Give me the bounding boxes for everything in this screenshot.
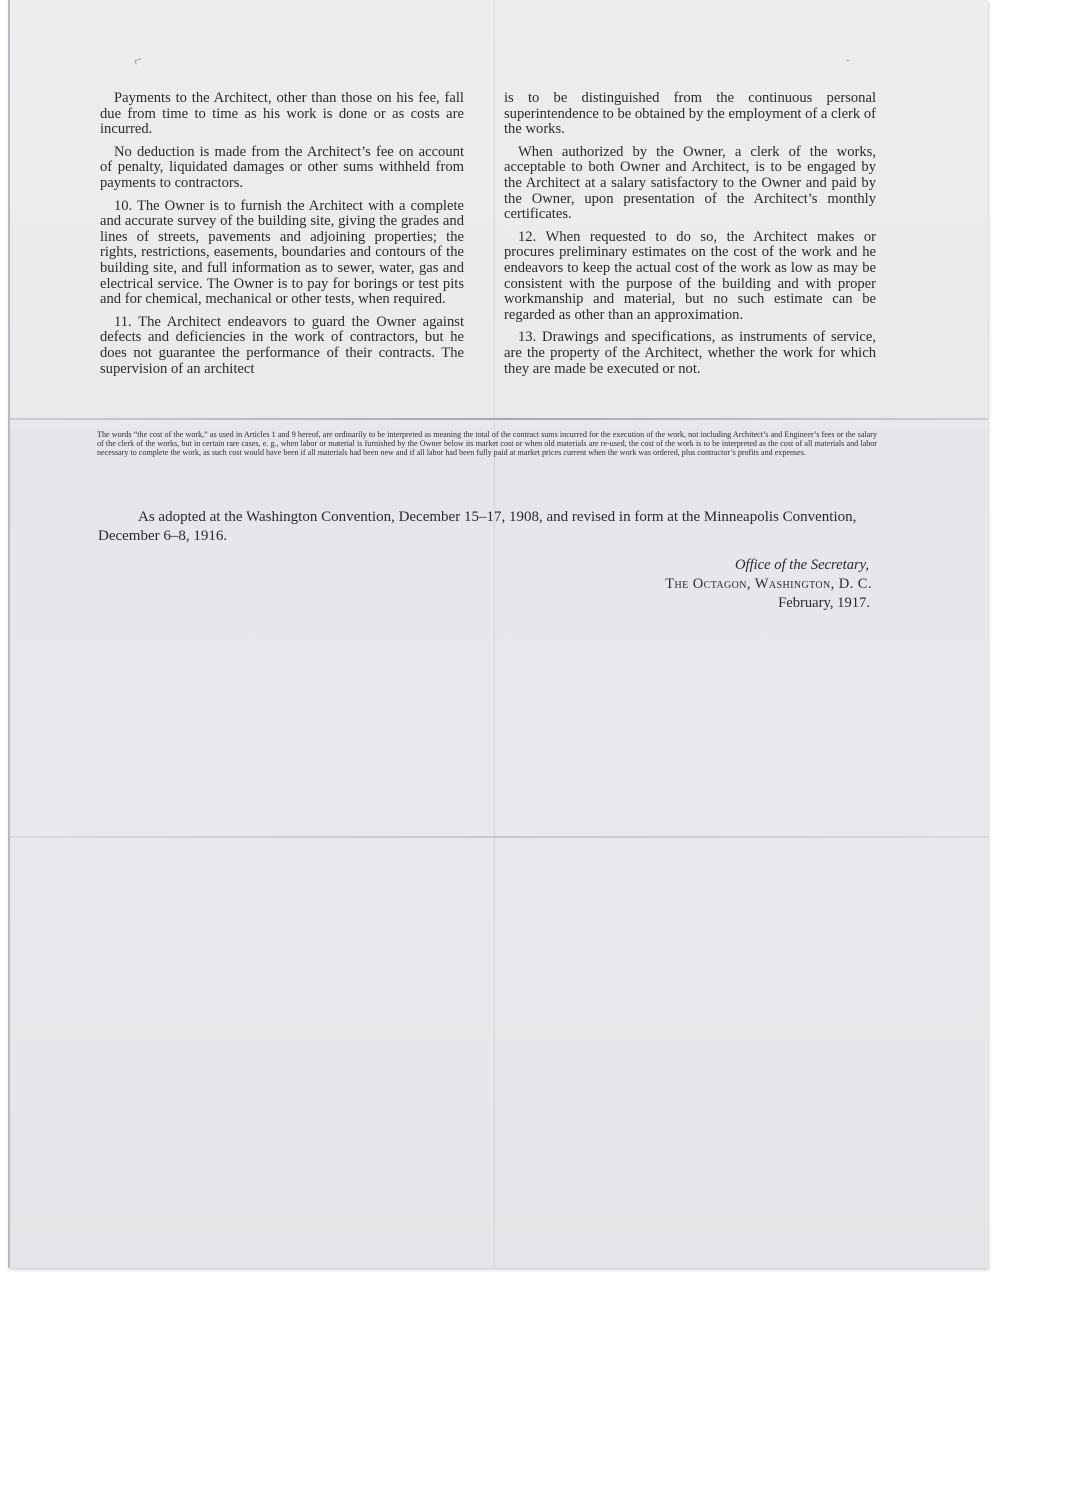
lower-fold-line [10,836,988,838]
paragraph-article-13: 13. Drawings and specifications, as instruments of service, are the property of the Architect, whether the work for which they are made be executed or not. [504,329,876,377]
horizontal-fold-line [10,418,988,420]
paragraph-article-12: 12. When requested to do so, the Architect makes or procures preliminary estimates on the cost of the work and he endeavors to keep the actual cost of the work as low as may be consistent with the purpose of the building and with proper workmanship and material, but no such estimate can be regarded as other than an approximation. [504,228,876,323]
signature-block [572,556,872,613]
adoption-text: As adopted at the Washington Convention, December 15–17, 1908, and revised in form at the Minneapolis Convention, December 6–8, 1916. [98,509,857,544]
adoption-note [98,508,882,546]
pencil-mark: - [846,54,850,66]
footnote: The words “the cost of the work,” as used in Articles 1 and 9 hereof, are ordinarily to be interpreted as meaning the total of the contract sums incurred for the execution of the work, not including Architect’s and Engineer’s fees or the salary of the clerk of the works, but in certain rare cases, e. g., when labor or material is furnished by the Owner below its market cost or when old materials are re-used, the cost of the work is to be interpreted as the cost of all materials and labor necessary to complete the work, as such cost would have been if all materials had been new and if all labor had been fully paid at market prices current when the work was ordered, plus contractor’s profits and expenses. [97,430,877,457]
paragraph-no-deduction: No deduction is made from the Architect’s fee on account of penalty, liquidated damages or other sums withheld from payments to contractors. [100,143,464,191]
right-column [504,91,876,384]
paragraph-clerk-of-works: When authorized by the Owner, a clerk of the works, acceptable to both Owner and Architect, is to be engaged by the Architect at a salary satisfactory to the Owner and paid by the Owner, upon presentation of the Architect’s monthly certificates. [504,143,876,223]
paragraph-continuation: is to be distinguished from the continuous personal superintendence to be obtained by the employment of a clerk of the works. [504,90,877,138]
paragraph-payments: Payments to the Architect, other than those on his fee, fall due from time to time as his work is done or as costs are incurred. [100,90,464,138]
paragraph-article-11: 11. The Architect endeavors to guard the Owner against defects and deficiencies in the work of contractors, but he does not guarantee the performance of their contracts. The supervision of an architect [100,313,464,377]
left-column [100,91,464,384]
ink-mark: ⌐ [131,50,146,71]
signature-date: February, 1917. [778,595,870,611]
vertical-fold-line [494,0,495,1268]
secretary-office: Office of the Secretary, [734,557,869,573]
paragraph-article-10: 10. The Owner is to furnish the Architect with a complete and accurate survey of the building site, giving the grades and lines of streets, pavements and adjoining properties; the rights, restrictions, easements, boundaries and contours of the building site, and full information as to sewer, water, gas and electrical service. The Owner is to pay for borings or test pits and for chemical, mechanical or other tests, when required. [100,197,464,308]
octagon-address: The Octagon, Washington, D. C. [665,576,872,592]
